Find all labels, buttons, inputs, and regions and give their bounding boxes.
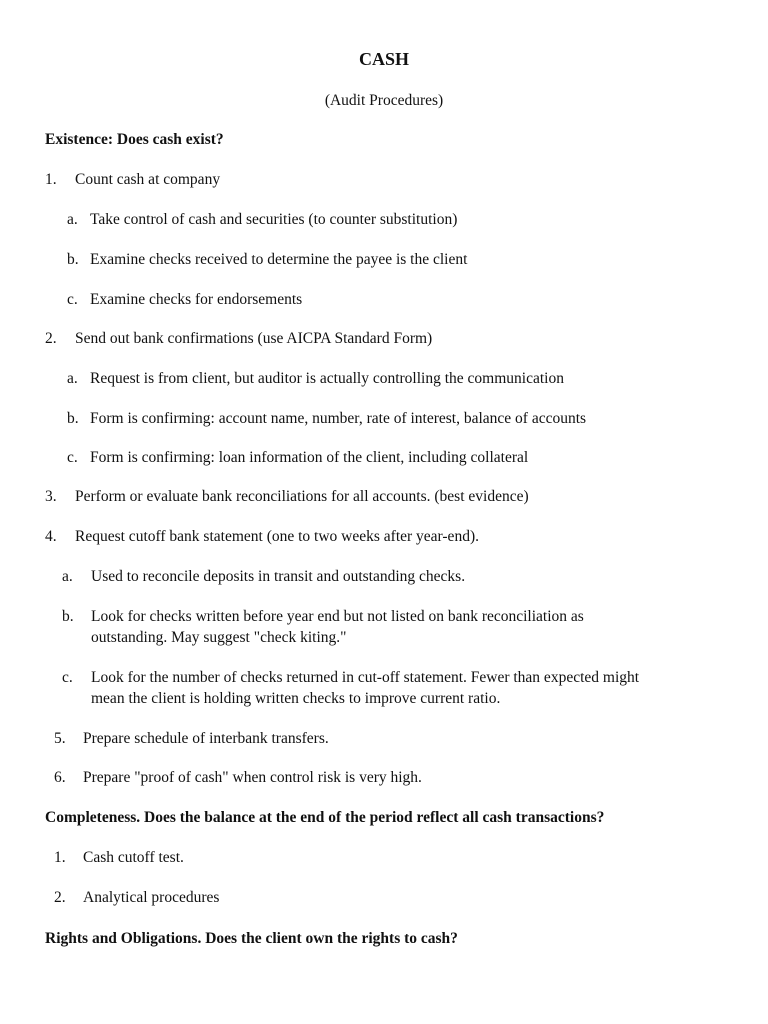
list-item-text: Send out bank confirmations (use AICPA Standard Form) — [75, 330, 433, 347]
list-subitem-text: Form is confirming: loan information of the client, including collateral — [90, 449, 529, 466]
page-subtitle: (Audit Procedures) — [324, 92, 444, 109]
list-marker: a. — [62, 568, 73, 585]
list-subitem-text: Request is from client, but auditor is actually controlling the communication — [90, 370, 564, 387]
list-item-text: Analytical procedures — [83, 889, 220, 906]
list-marker: 2. — [45, 330, 57, 347]
list-subitem-text: Used to reconcile deposits in transit and outstanding checks. — [91, 568, 466, 585]
list-item-text: Prepare "proof of cash" when control risk is very high. — [83, 769, 422, 786]
list-marker: 3. — [45, 488, 57, 505]
list-subitem-text: Form is confirming: account name, number, rate of interest, balance of accounts — [90, 410, 587, 427]
list-subitem-text: Take control of cash and securities (to counter substitution) — [90, 211, 458, 228]
list-item-text: Request cutoff bank statement (one to two weeks after year-end). — [75, 528, 479, 545]
list-marker: c. — [67, 449, 78, 466]
list-marker: 2. — [54, 889, 66, 906]
list-subitem-text: Examine checks for endorsements — [90, 291, 303, 308]
list-marker: 1. — [54, 849, 66, 866]
list-marker: 1. — [45, 171, 57, 188]
list-marker: 5. — [54, 730, 66, 747]
list-subitem-continuation: mean the client is holding written checks to improve current ratio. — [91, 690, 501, 707]
page-title: CASH — [358, 49, 409, 69]
list-subitem-continuation: outstanding. May suggest "check kiting." — [91, 629, 347, 646]
list-item-text: Prepare schedule of interbank transfers. — [83, 730, 329, 747]
list-marker: a. — [67, 370, 78, 387]
section-heading-rights: Rights and Obligations. Does the client own the rights to cash? — [45, 930, 458, 947]
list-marker: 6. — [54, 769, 66, 786]
list-marker: c. — [62, 669, 73, 686]
list-subitem-text: Look for checks written before year end but not listed on bank reconciliation as — [91, 608, 584, 625]
list-marker: b. — [67, 410, 79, 427]
list-item-text: Cash cutoff test. — [83, 849, 184, 866]
section-heading-existence: Existence: Does cash exist? — [45, 131, 224, 148]
list-marker: b. — [67, 251, 79, 268]
section-heading-completeness: Completeness. Does the balance at the end of the period reflect all cash transactions? — [45, 809, 605, 826]
list-marker: b. — [62, 608, 74, 625]
list-subitem-text: Examine checks received to determine the payee is the client — [90, 251, 468, 268]
list-item-text: Count cash at company — [75, 171, 221, 188]
list-item-text: Perform or evaluate bank reconciliations for all accounts. (best evidence) — [75, 488, 529, 505]
list-marker: c. — [67, 291, 78, 308]
list-subitem-text: Look for the number of checks returned in cut-off statement. Fewer than expected might — [91, 669, 640, 686]
list-marker: a. — [67, 211, 78, 228]
list-marker: 4. — [45, 528, 57, 545]
